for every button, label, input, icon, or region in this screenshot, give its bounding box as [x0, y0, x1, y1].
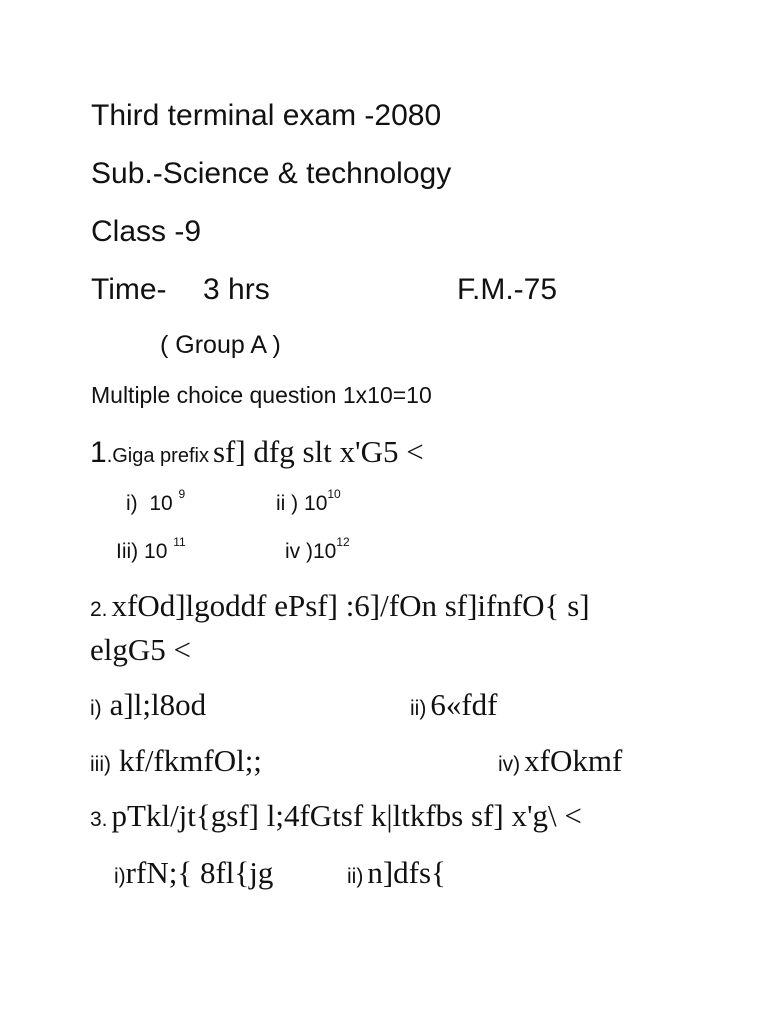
- option-exponent: 9: [178, 487, 186, 501]
- option-label: i): [90, 697, 102, 720]
- question-number: 2.: [90, 598, 108, 621]
- option-exponent: 11: [173, 535, 186, 549]
- question-number: 1: [90, 436, 107, 469]
- option-text: kf/fkmfOl;;: [119, 743, 262, 778]
- option-label: iv ): [285, 540, 313, 563]
- option-base: 10: [313, 540, 337, 563]
- question-text: pTkl/jt{gsf] l;4fGtsf k|ltkfbs sf] x'g\ <: [111, 798, 582, 833]
- option-exponent: 10: [327, 487, 341, 501]
- question-1: [90, 434, 424, 470]
- option-text: xfOkmf: [524, 743, 623, 778]
- option-text: n]dfs{: [367, 855, 446, 890]
- option-exponent: 12: [336, 535, 350, 549]
- question-text: sf] dfg slt x'G5 <: [212, 434, 424, 469]
- q1-option-ii: [276, 487, 341, 516]
- option-text: a]l;l8od: [109, 687, 207, 722]
- question-text-line-2: elgG5 <: [90, 632, 191, 667]
- time-value: 3 hrs: [203, 273, 270, 306]
- q1-option-iv: [285, 535, 350, 564]
- q2-option-i: [90, 687, 206, 723]
- option-label: ii): [410, 697, 427, 720]
- section-title: Multiple choice question 1x10=10: [91, 382, 432, 408]
- q1-option-i: [126, 487, 186, 516]
- option-label: i): [114, 865, 126, 888]
- q2-option-iii: [90, 743, 262, 779]
- q3-option-ii: [347, 855, 446, 891]
- question-3: [90, 798, 582, 834]
- class-line: Class -9: [91, 215, 202, 248]
- option-label: iv): [498, 753, 521, 776]
- question-2: [90, 588, 590, 624]
- q3-option-i: [114, 855, 273, 891]
- question-text-line-1: xfOd]lgoddf ePsf] :6]/fOn sf]ifnfO{ s]: [111, 588, 590, 623]
- question-prefix: .Giga prefix: [106, 445, 209, 467]
- full-marks: F.M.-75: [457, 273, 558, 306]
- group-label: ( Group A ): [160, 331, 281, 359]
- question-number: 3.: [90, 808, 108, 831]
- q2-option-iv: [498, 743, 622, 779]
- option-base: 10: [304, 492, 328, 515]
- q2-option-ii: [410, 687, 497, 723]
- option-label: i): [126, 492, 138, 515]
- option-label: ii): [347, 865, 364, 888]
- q1-option-iii: [116, 535, 186, 564]
- option-base: 10: [144, 540, 168, 563]
- option-label: ii ): [276, 492, 299, 515]
- option-label: iii): [90, 753, 111, 776]
- option-base: 10: [149, 492, 173, 515]
- option-text: rfN;{ 8fl{jg: [125, 855, 274, 890]
- option-text: 6«fdf: [430, 687, 498, 722]
- subject-line: Sub.-Science & technology: [91, 157, 452, 190]
- exam-title: Third terminal exam -2080: [91, 99, 442, 132]
- time-label: Time-: [91, 273, 167, 306]
- option-label: Iii): [116, 540, 139, 563]
